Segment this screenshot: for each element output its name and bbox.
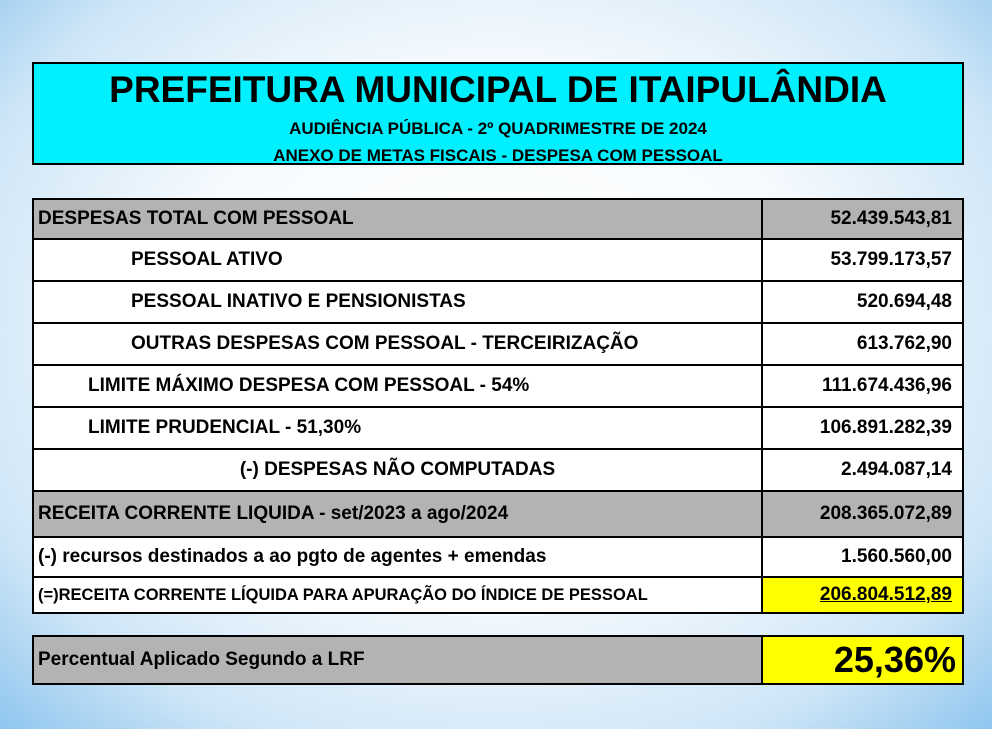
page-title: PREFEITURA MUNICIPAL DE ITAIPULÂNDIA (109, 69, 887, 110)
row-label: (-) DESPESAS NÃO COMPUTADAS (34, 450, 763, 490)
row-value: 520.694,48 (856, 291, 952, 312)
table-row-net-revenue-index (32, 578, 964, 614)
row-label: LIMITE MÁXIMO DESPESA COM PESSOAL - 54% (34, 366, 763, 406)
table-row-outsourcing (32, 324, 964, 366)
row-value: 2.494.087,14 (841, 459, 952, 480)
table-row-active-staff (32, 240, 964, 282)
table-row-prudential-limit (32, 408, 964, 450)
page-subtitle-annex: ANEXO DE METAS FISCAIS - DESPESA COM PESSOAL (273, 146, 723, 165)
row-label: (=)RECEITA CORRENTE LÍQUIDA PARA APURAÇÃO DO ÍNDICE DE PESSOAL (34, 578, 763, 612)
table-row-non-computed (32, 450, 964, 492)
row-label: DESPESAS TOTAL COM PESSOAL (34, 200, 763, 238)
summary-label: Percentual Aplicado Segundo a LRF (34, 637, 763, 683)
row-value: 208.365.072,89 (763, 492, 962, 536)
row-label: (-) recursos destinados a ao pgto de agentes + emendas (34, 538, 763, 576)
row-label: PESSOAL INATIVO E PENSIONISTAS (34, 282, 763, 322)
table-row-inactive-pensioners (32, 282, 964, 324)
table-row-max-limit (32, 366, 964, 408)
row-value-highlighted (763, 578, 962, 612)
row-value: 111.674.436,96 (822, 375, 952, 396)
page-subtitle: AUDIÊNCIA PÚBLICA - 2º QUADRIMESTRE DE 2024 (289, 119, 707, 138)
row-label: OUTRAS DESPESAS COM PESSOAL - TERCEIRIZAÇÃO (34, 324, 763, 364)
row-label: LIMITE PRUDENCIAL - 51,30% (34, 408, 763, 448)
table-row-net-revenue (32, 492, 964, 538)
table-row-total-expenses (32, 198, 964, 240)
row-value: 53.799.173,57 (830, 249, 952, 270)
row-label: RECEITA CORRENTE LIQUIDA - set/2023 a ago/2024 (34, 492, 763, 536)
row-value: 613.762,90 (856, 333, 952, 354)
row-value: 1.560.560,00 (841, 546, 952, 567)
table-row-resources-deduction (32, 538, 964, 578)
highlighted-value: 206.804.512,89 (819, 584, 952, 605)
row-value: 52.439.543,81 (763, 200, 962, 238)
summary-percentage: 25,36% (763, 637, 962, 683)
row-value: 106.891.282,39 (819, 417, 952, 438)
table-row-percentage (32, 635, 964, 685)
row-label: PESSOAL ATIVO (34, 240, 763, 280)
report-header (32, 62, 964, 165)
